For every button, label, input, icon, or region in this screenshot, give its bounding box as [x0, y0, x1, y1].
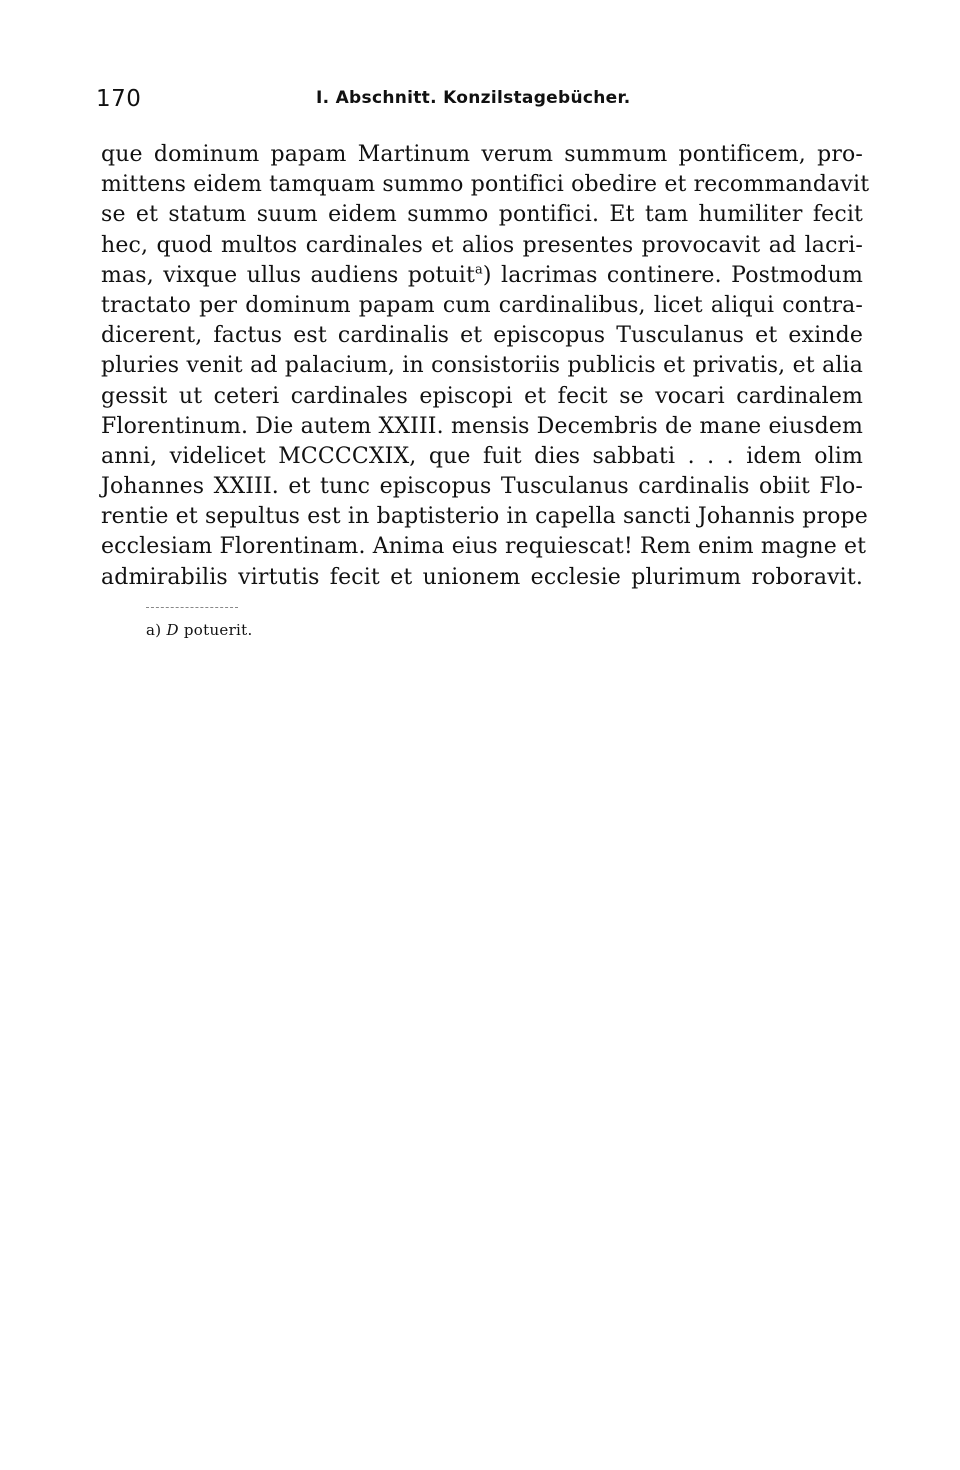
- footnote-separator: [146, 607, 238, 608]
- text-line: rentie et sepultus est in baptisterio in capella sancti Johannis prope: [101, 504, 868, 530]
- text-line: que dominum papam Martinum verum summum pontificem, pro-: [101, 142, 863, 167]
- footnote-text: potuerit.: [183, 621, 253, 639]
- text-line: ecclesiam Florentinam. Anima eius requiescat! Rem enim magne et: [101, 534, 867, 560]
- body-paragraph: [101, 140, 870, 593]
- text-line: Johannes XXIII. et tunc episcopus Tusculanus cardinalis obiit Flo-: [101, 474, 863, 500]
- footnote-reference: a: [474, 262, 483, 278]
- text-line: gessit ut ceteri cardinales episcopi et fecit se vocari cardinalem: [101, 383, 863, 409]
- text-line: tractato per dominum papam cum cardinalibus, licet aliqui contra-: [101, 292, 863, 318]
- footnote: [146, 621, 253, 639]
- text-line: [101, 261, 863, 291]
- footnote-siglum: D: [166, 621, 179, 639]
- text-line: Florentinum. Die autem XXIII. mensis Decembris de mane eiusdem: [101, 413, 863, 439]
- text-line: anni, videlicet MCCCCXIX, que fuit dies sabbati . . . idem olim: [101, 443, 863, 469]
- page-number: 170: [96, 86, 142, 112]
- text-line: pluries venit ad palacium, in consistoriis publicis et privatis, et alia: [101, 353, 863, 379]
- text-line: hec, quod multos cardinales et alios presentes provocavit ad lacri-: [101, 232, 863, 258]
- text-segment: ) lacrimas continere. Postmodum: [482, 262, 863, 288]
- running-head: [96, 86, 860, 118]
- text-segment: mas, vixque ullus audiens potuit: [101, 262, 475, 288]
- text-line: admirabilis virtutis fecit et unionem ecclesie plurimum roboravit.: [101, 564, 863, 590]
- text-line: mittens eidem tamquam summo pontifici obedire et recommandavit: [101, 172, 870, 198]
- chapter-title: I. Abschnitt. Konzilstagebücher.: [316, 88, 631, 108]
- text-line: dicerent, factus est cardinalis et episcopus Tusculanus et exinde: [101, 323, 863, 349]
- footnote-marker: a): [146, 621, 162, 639]
- text-line: se et statum suum eidem summo pontifici. Et tam humiliter fecit: [101, 202, 863, 228]
